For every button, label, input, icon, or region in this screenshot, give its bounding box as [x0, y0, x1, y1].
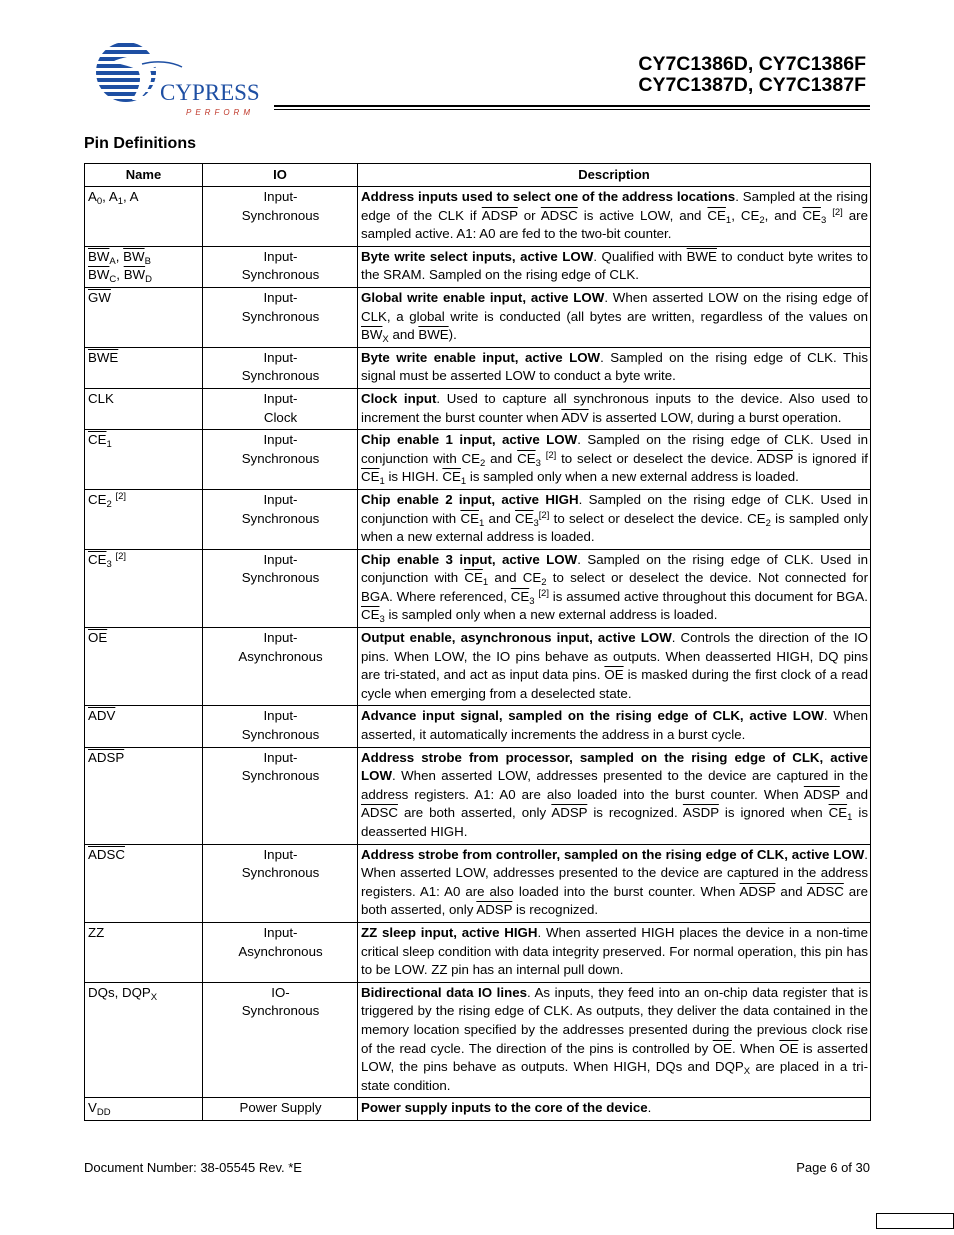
pin-description: Chip enable 3 input, active LOW. Sampled on the rising edge of CLK. Used in conjunction with $\overline{CE}_1$ and $CE_2$ to select or deselect the device. Not connected for BGA. Where referenced, $\overline{CE}_3$ [2] is assumed active throughout this document for BGA. $\overline{CE}_3$ is sampled only when a new external address is loaded. — [358, 549, 871, 627]
pin-name: $\overline{ADV}$ — [85, 706, 203, 747]
document-title — [638, 54, 866, 96]
pin-io: IO- Synchronous — [203, 982, 358, 1098]
table-row — [85, 922, 871, 982]
pin-io: Input- Synchronous — [203, 549, 358, 627]
pin-description: Clock input. Used to capture all synchronous inputs to the device. Also used to increment the burst counter when $\overline{ADV}$ is asserted LOW, during a burst operation. — [358, 388, 871, 429]
document-number: Document Number: 38-05545 Rev. *E — [84, 1160, 302, 1175]
pin-name: $\overline{GW}$ — [85, 287, 203, 347]
pin-description: Byte write select inputs, active LOW. Qualified with $\overline{BWE}$ to conduct byte writes to the SRAM. Sampled on the rising edge of CLK. — [358, 246, 871, 287]
table-row — [85, 982, 871, 1098]
pin-io: Input- Synchronous — [203, 430, 358, 490]
header-rule — [274, 105, 870, 107]
section-title: Pin Definitions — [84, 135, 196, 152]
pin-name: $\overline{BWE}$ — [85, 347, 203, 388]
title-line-1: CY7C1386D, CY7C1386F — [638, 53, 866, 75]
table-row — [85, 187, 871, 247]
pin-name: CLK — [85, 388, 203, 429]
table-row — [85, 549, 871, 627]
table-row — [85, 246, 871, 287]
pin-name: ADSP — [85, 747, 203, 844]
pin-description: Power supply inputs to the core of the device. — [358, 1098, 871, 1121]
pin-description: Address strobe from processor, sampled on the rising edge of CLK, active LOW. When asserted LOW, addresses presented to the device are captured in the address registers. A1: A0 are also loaded into the burst counter. When ADSP and ADSC are both asserted, only ADSP is recognized. ASDP is ignored when $\overline{CE}_1$ is deasserted HIGH. — [358, 747, 871, 844]
pin-io: Input- Synchronous — [203, 287, 358, 347]
title-line-2: CY7C1387D, CY7C1387F — [638, 74, 866, 96]
table-header-row — [85, 164, 871, 187]
table-row — [85, 628, 871, 706]
pin-io: Input- Synchronous — [203, 489, 358, 549]
pin-name: DQs, $DQP_X$ — [85, 982, 203, 1098]
pin-name: ADSC — [85, 844, 203, 922]
pin-name: $\overline{BW}_A$, $\overline{BW}_B$ $\overline{BW}_C$, $\overline{BW}_D$ — [85, 246, 203, 287]
pin-name: $A_0$, $A_1$, A — [85, 187, 203, 247]
header-rule-thin — [274, 109, 870, 110]
pin-io: Input- Synchronous — [203, 706, 358, 747]
pin-description: Chip enable 1 input, active LOW. Sampled on the rising edge of CLK. Used in conjunction with $CE_2$ and $\overline{CE}_3$ [2] to select or deselect the device. ADSP is ignored if $\overline{CE}_1$ is HIGH. $\overline{CE}_1$ is sampled only when a new external address is loaded. — [358, 430, 871, 490]
header-io: IO — [203, 164, 358, 187]
pin-description: Bidirectional data IO lines. As inputs, they feed into an on-chip data register that is triggered by the rising edge of CLK. As outputs, they deliver the data contained in the memory location specified by the addresses presented during the previous clock rise of the read cycle. The direction of the pins is controlled by $\overline{OE}$. When $\overline{OE}$ is asserted LOW, the pins behave as outputs. When HIGH, DQs and $DQP_X$ are placed in a tri-state condition. — [358, 982, 871, 1098]
logo-tagline-text: PERFORM — [186, 108, 254, 117]
pin-io: Power Supply — [203, 1098, 358, 1121]
pin-name: ZZ — [85, 922, 203, 982]
table-row — [85, 844, 871, 922]
table-row — [85, 747, 871, 844]
pin-name: $\overline{OE}$ — [85, 628, 203, 706]
feedback-box[interactable] — [876, 1213, 954, 1229]
pin-description: Byte write enable input, active LOW. Sampled on the rising edge of CLK. This signal must be asserted LOW to conduct a byte write. — [358, 347, 871, 388]
pin-name: $V_{DD}$ — [85, 1098, 203, 1121]
pin-description: Global write enable input, active LOW. When asserted LOW on the rising edge of CLK, a global write is conducted (all bytes are written, regardless of the values on $\overline{BW}_X$ and $\overline{BWE}$). — [358, 287, 871, 347]
pin-io: Input- Clock — [203, 388, 358, 429]
table-row — [85, 1098, 871, 1121]
pin-description: ZZ sleep input, active HIGH. When asserted HIGH places the device in a non-time critical sleep condition with data integrity preserved. For normal operation, this pin has to be LOW. ZZ pin has an internal pull down. — [358, 922, 871, 982]
header-name: Name — [85, 164, 203, 187]
page-number: Page 6 of 30 — [796, 1160, 870, 1175]
pin-description: Chip enable 2 input, active HIGH. Sampled on the rising edge of CLK. Used in conjunction with $\overline{CE}_1$ and $\overline{CE}_3[2]$ to select or deselect the device. $CE_2$ is sampled only when a new external address is loaded. — [358, 489, 871, 549]
pin-io: Input- Synchronous — [203, 844, 358, 922]
table-row — [85, 287, 871, 347]
table-row — [85, 347, 871, 388]
pin-io: Input- Synchronous — [203, 747, 358, 844]
pin-name: $\overline{CE}_1$ — [85, 430, 203, 490]
pin-description: Output enable, asynchronous input, active LOW. Controls the direction of the IO pins. When LOW, the IO pins behave as outputs. When deasserted HIGH, DQ pins are tri-stated, and act as input data pins. $\overline{OE}$ is masked during the first clock of a read cycle when emerging from a deselected state. — [358, 628, 871, 706]
pin-name: $\overline{CE}_3$ [2] — [85, 549, 203, 627]
logo-brand-text: CYPRESS — [160, 80, 260, 105]
header-description: Description — [358, 164, 871, 187]
pin-description: Advance input signal, sampled on the rising edge of CLK, active LOW. When asserted, it automatically increments the address in a burst cycle. — [358, 706, 871, 747]
pin-io: Input- Asynchronous — [203, 628, 358, 706]
table-row — [85, 706, 871, 747]
pin-name: $CE_2$ [2] — [85, 489, 203, 549]
table-row — [85, 489, 871, 549]
pin-io: Input- Synchronous — [203, 347, 358, 388]
pin-description: Address inputs used to select one of the address locations. Sampled at the rising edge of the CLK if ADSP or ADSC is active LOW, and $\overline{CE}_1$, $CE_2$, and $\overline{CE}_3$ [2] are sampled active. A1: A0 are fed to the two-bit counter. — [358, 187, 871, 247]
cypress-logo — [82, 40, 272, 120]
table-row — [85, 430, 871, 490]
pin-io: Input- Asynchronous — [203, 922, 358, 982]
pin-io: Input- Synchronous — [203, 187, 358, 247]
pin-io: Input- Synchronous — [203, 246, 358, 287]
pin-description: Address strobe from controller, sampled on the rising edge of CLK, active LOW. When asserted LOW, addresses presented to the device are captured in the address registers. A1: A0 are also loaded into the burst counter. When ADSP and ADSC are both asserted, only ADSP is recognized. — [358, 844, 871, 922]
table-row — [85, 388, 871, 429]
pin-definitions-table — [84, 163, 871, 1121]
